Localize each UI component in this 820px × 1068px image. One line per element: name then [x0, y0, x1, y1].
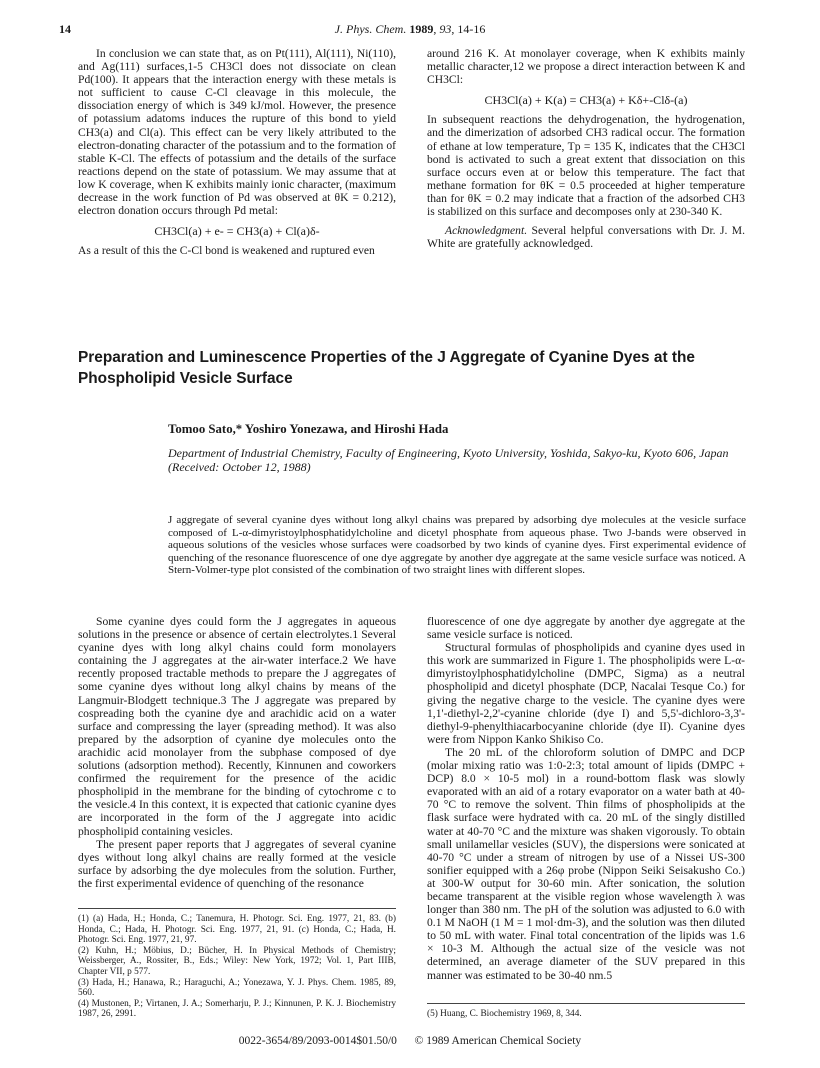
footnote-right: (5) Huang, C. Biochemistry 1969, 8, 344. [427, 1009, 582, 1019]
equation-1: CH3Cl(a) + e- = CH3(a) + Cl(a)δ- [154, 224, 320, 239]
article-affiliation: Department of Industrial Chemistry, Faculty of Engineering, Kyoto University, Yoshida, Sakyo-ku, Kyoto 606, Japan (Received: October 12, 1988) [168, 446, 729, 474]
footnote-rule-right [427, 1003, 745, 1004]
article-code: 0022-3654/89/2093-0014$01.50/0 [238, 1035, 397, 1047]
equation-2: CH3Cl(a) + K(a) = CH3(a) + Kδ+-Clδ-(a) [484, 93, 688, 108]
footnote-rule-left [78, 908, 396, 909]
continuation-paragraph-right: around 216 K. At monolayer coverage, when K exhibits mainly metallic character,12 we propose a direct interaction between K and CH3Cl: [427, 47, 745, 87]
reactions-paragraph: In subsequent reactions the dehydrogenation, the hydrogenation, and the dimerization of adsorbed CH3 radical occur. The formation of ethane at low temperature, Tp = 135 K, indicates that the CH3Cl bond is activated to such a great extent that dissociation on this surface occurs even at or below this temperature. The fact that methane formation for θK = 0.5 proceeded at higher temperature than for θK = 0.2 may indicate that a fraction of the adsorbed CH3 is stabilized on this surface and decomposes only at 230-340 K. [427, 113, 745, 219]
journal-pages: 14-16 [457, 22, 486, 36]
previous-article-left-column [78, 47, 396, 257]
conclusion-paragraph: In conclusion we can state that, as on Pt(111), Al(111), Ni(110), and Ag(111) surfaces,1-5 CH3Cl does not dissociate on clean Pd(100). It appears that the interaction energy with these metals is not sufficient to cause C-Cl cleavage in this molecule, the dissociation energy of which is 349 kJ/mol. However, the presence of potassium adatoms induces the rupture of this bond to yield CH3(a) and Cl(a). This effect can be very likely attributed to the electron-donating character of the potassium and to the formation of stable K-Cl. The effects of potassium and the details of the surface reactions depend on the state of potassium. We may assume that at low K coverage, when K exhibits mainly ionic character, (maximum decrease in the work function of Pd was observed at θK = 0.212), electron donation occurs through Pd metal: [78, 47, 396, 218]
copyright: © 1989 American Chemical Society [414, 1035, 582, 1047]
acknowledgment-label: Acknowledgment. [445, 224, 528, 238]
present-paper-paragraph: The present paper reports that J aggregates of several cyanine dyes without long alkyl chains are really formed at the vesicle surface by adsorbing the dye molecules from the solution. Further, the first experimental evidence of quenching of the resonance [78, 837, 396, 890]
journal-volume: 93 [439, 22, 452, 36]
continuation-paragraph-body: fluorescence of one dye aggregate by another dye aggregate at the same vesicle surface is noticed. [427, 615, 745, 642]
article-title: Preparation and Luminescence Properties of the J Aggregate of Cyanine Dyes at the Phospholipid Vesicle Surface [78, 349, 695, 387]
body-right-column [427, 615, 745, 982]
materials-paragraph: Structural formulas of phospholipids and cyanine dyes used in this work are summarized in Figure 1. The phospholipids were L-α-dimyristoylphosphatidylcholine (DMPC, Sigma) as a neutral phospholipid and dicetyl phosphate (DCP, Nacalai Tesque Co.) for giving the negative charge to the vesicle. The cyanine dyes were 1,1'-diethyl-2,2'-cyanine chloride (dye I) and 5,5'-dichloro-3,3'-diethyl-9-phenylthiacarbocyanine chloride (dye II). Cyanine dyes were from Nippon Kanko Shikiso Co. [427, 641, 745, 746]
footnote: (1) (a) Hada, H.; Honda, C.; Tanemura, H. Photogr. Sci. Eng. 1977, 21, 83. (b) Honda, C.; Hada, H. Photogr. Sci. Eng. 1977, 21, 91. (c) Honda, C.; Hada, H. Photogr. Sci. Eng. 1977, 21, 97. [78, 914, 396, 946]
preparation-paragraph: The 20 mL of the chloroform solution of DMPC and DCP (molar mixing ratio was 1:0-2:3; total amount of lipids (DMPC + DCP) 8.0 × 10-5 mol) in a round-bottom flask was slowly evaporated with an aid of a rotary evaporator on a water bath at 40-70 °C to remove the solvent. Thin films of phospholipids at the flask surface were hydrated with ca. 20 mL of the singly distilled water at 40-70 °C and the mixture was shaken vigorously. To obtain small unilamellar vesicles (SUV), the dispersions were sonicated at 40-70 °C under a stream of nitrogen by use of a Nissei US-300 sonifier equipped with a 26φ probe (Nippon Seiki Seisakusho Co.) at 300-W output for 30-60 min. After sonication, the solution became transparent at the visible region whose wavelength λ was longer than 380 nm. The pH of the solution was adjusted to 6.0 with 0.1 M NaOH (1 M = 1 mol·dm-3), and the solution was then diluted to 50 mL with water. Final total concentration of the lipids was 1.6 × 10-3 M. Although the actual size of the vesicle was not determined, an average diameter of the SUV prepared in this manner was estimated to be 30-40 nm.5 [427, 745, 745, 982]
article-abstract: J aggregate of several cyanine dyes without long alkyl chains was prepared by adsorbing dye molecules at the vesicle surface composed of L-α-dimyristoylphosphatidylcholine and dicetyl phosphate from aqueous phase. Two J-bands were observed in aqueous solutions of the vesicles whose surfaces were coadsorbed by two kinds of cyanine dyes. First experimental evidence of quenching of the resonance fluorescence of one dye aggregate by another dye aggregate at the same vesicle surface was noticed. A Stern-Volmer-type plot consisted of the combination of two straight lines with different slopes. [168, 514, 746, 576]
footnote: (3) Hada, H.; Hanawa, R.; Haraguchi, A.; Yonezawa, Y. J. Phys. Chem. 1985, 89, 560. [78, 977, 396, 999]
page-header [59, 22, 761, 38]
journal-citation: J. Phys. Chem. 1989, 93, 14-16 [334, 22, 486, 36]
acknowledgment-text: Several helpful conversations with Dr. J. M. White are gratefully acknowledged. [427, 224, 745, 251]
page-footer [59, 1035, 761, 1047]
acknowledgment [427, 224, 745, 250]
journal-year: 1989 [409, 22, 434, 36]
footnotes-left [78, 914, 396, 1020]
journal-name: J. Phys. Chem. [334, 22, 407, 36]
body-left-column [78, 615, 396, 890]
previous-article-right-column [427, 47, 745, 250]
footnote: (2) Kuhn, H.; Möbius, D.; Bücher, H. In Physical Methods of Chemistry; Weissberger, A., Rossiter, B., Eds.; Wiley: New York, 1972; Vol. 1, Part IIIB, Chapter VII, p 577. [78, 945, 396, 977]
footnote: (4) Mustonen, P.; Virtanen, J. A.; Somerharju, P. J.; Kinnunen, P. K. J. Biochemistry 1987, 26, 2991. [78, 998, 396, 1020]
introduction-paragraph: Some cyanine dyes could form the J aggregates in aqueous solutions in the presence or absence of certain electrolytes.1 Several cyanine dyes with long alkyl chains could form monolayers containing the J aggregates at the air-water interface.2 We have recently proposed tractable methods to prepare the J aggregates of some cyanine dyes without long alkyl chains by means of the Langmuir-Blodgett technique.3 The J aggregate was prepared by cospreading both the cyanine dye and arachidic acid on a water surface and compressing the layer (spreading method). It was also prepared by the adsorption of cyanine dye molecules onto the arachidic acid monolayer from the subphase composed of dye solutions (adsorption method). Recently, Kinnunen and coworkers confirmed the requirement for the presence of the acidic phospholipid in the membrane for the binding of cytochrome c to the vesicle.4 In this context, it is expected that cationic cyanine dyes are incorporated in the form of the J aggregate into acidic phospholipid containing vesicles. [78, 615, 396, 838]
article-authors: Tomoo Sato,* Yoshiro Yonezawa, and Hiroshi Hada [168, 422, 449, 436]
page-number: 14 [59, 22, 71, 36]
continuation-paragraph: As a result of this the C-Cl bond is weakened and ruptured even [78, 244, 375, 258]
